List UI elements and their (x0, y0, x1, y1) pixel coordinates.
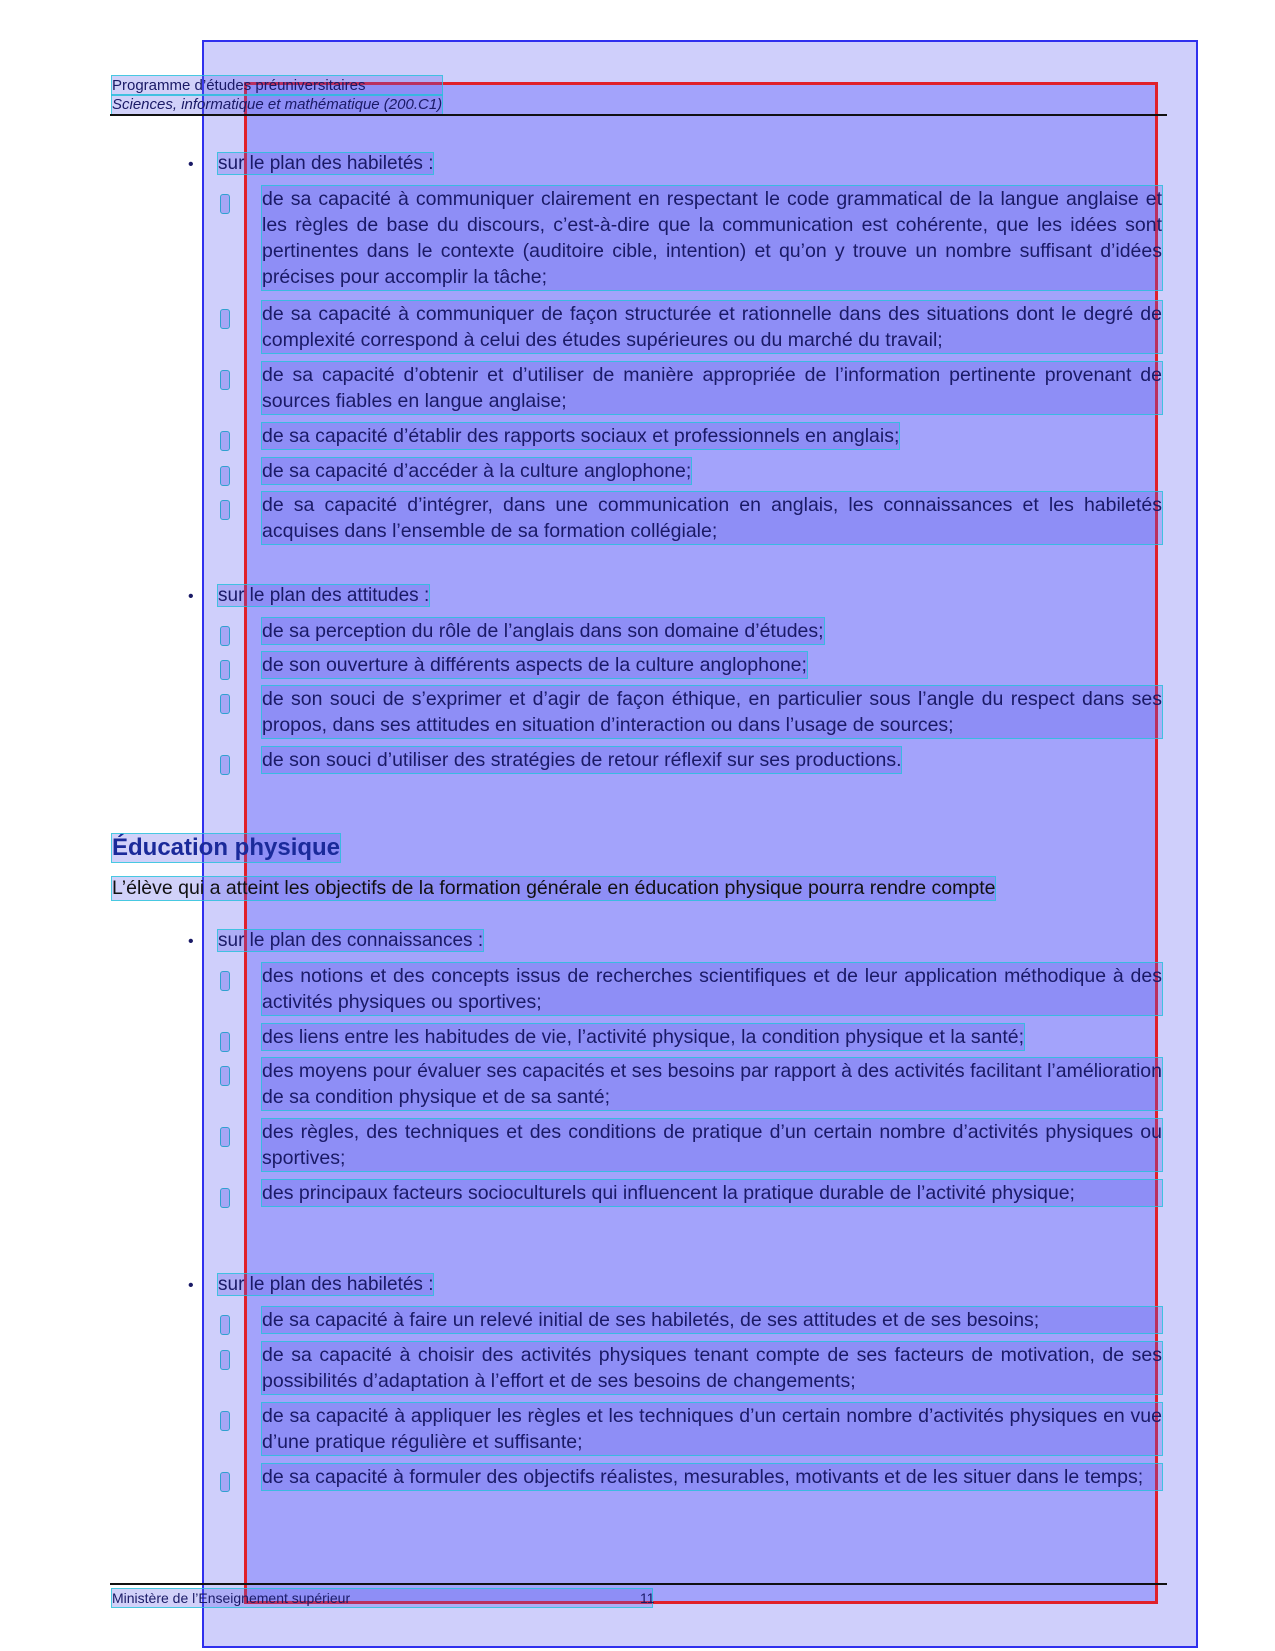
header-line-2: Sciences, informatique et mathématique (200.C1) (112, 96, 443, 113)
list-marker-icon (220, 1411, 230, 1431)
list-marker-icon (220, 431, 230, 451)
header-rule (110, 114, 1167, 116)
list-marker-icon (220, 1315, 230, 1335)
block-heading-habiletes: • sur le plan des habiletés : (188, 153, 434, 174)
list-marker-icon (220, 1472, 230, 1492)
list-marker-icon (220, 971, 230, 991)
section-title: Éducation physique (112, 834, 341, 861)
list-marker-icon (220, 309, 230, 329)
running-footer (112, 1589, 655, 1607)
list-marker-icon (220, 1127, 230, 1147)
list-marker-icon (220, 1032, 230, 1052)
block-heading-habiletes-2: • sur le plan des habiletés : (188, 1274, 434, 1295)
running-header (112, 76, 442, 114)
list-marker-icon (220, 194, 230, 214)
list-marker-icon (220, 694, 230, 714)
page-number: 11 (640, 1590, 655, 1606)
list-marker-icon (220, 1188, 230, 1208)
footer-rule (110, 1583, 1167, 1585)
block-heading-attitudes: • sur le plan des attitudes : (188, 585, 430, 606)
bullet-icon: • (188, 1277, 194, 1294)
list-marker-icon (220, 626, 230, 646)
list-marker-icon (220, 660, 230, 680)
bullet-icon: • (188, 933, 194, 950)
bullet-icon: • (188, 588, 194, 605)
list-marker-icon (220, 755, 230, 775)
block-heading-connaissances: • sur le plan des connaissances : (188, 930, 484, 951)
list-marker-icon (220, 500, 230, 520)
page: Programme d’études préuniversitaires Sciences, informatique et mathématique (200.C1) • sur le plan des habiletés : de sa capacité à communiquer clairement en respectant le code grammatical de la langue anglaise et les règles de base du discours, c’est-à-dire que la communication est cohérente, que les idées sont pertinentes dans le contexte (auditoire cible, intention) et qu’on y trouve un nombre suffisant d’idées précises pour accomplir la tâche; de sa capacité à communiquer de façon structurée et rationnelle dans des situations dont le degré de complexité correspond à celui des études supérieures ou du marché du travail; de sa capacité d’obtenir et d’utiliser de manière appropriée de l’information pertinente provenant de sources fiables en langue anglaise; de sa capacité d’établir des rapports sociaux et professionnels en anglais; de sa capacité d’accéder à la culture anglophone; de sa capacité d’intégrer, dans une communication en anglais, les connaissances et les habiletés acquises dans l’ensemble de sa formation collégiale; • sur le plan des attitudes : de sa perception du rôle de l’anglais dans son domaine d’études; de son ouverture à différents aspects de la culture anglophone; de son souci de s’exprimer et d’agir de façon éthique, en particulier sous l’angle du respect dans ses propos, dans ses attitudes en situation d’interaction ou dans l’usage de sources; de son souci d’utiliser des stratégies de retour réflexif sur ses productions. Éducation physique L’élève qui a atteint les objectifs de la formation générale en éducation physique pourra rendre compte • sur le plan des connaissances : des notions et des concepts issus de recherches scientifiques et de leur application méthodique à des activités physiques ou sportives; des liens entre les habitudes de vie, l’activité physique, la condition physique et la santé; des moyens pour évaluer ses capacités et ses besoins par rapport à des activités facilitant l’amélioration de sa condition physique et de sa santé; des règles, des techniques et des conditions de pratique d’un certain nombre d’activités physiques ou sportives; des principaux facteurs socioculturels qui influencent la pratique durable de l’activité physique; • sur le plan des habiletés : de sa capacité à faire un relevé initial de ses habiletés, de ses attitudes et de ses besoins; de sa capacité à choisir des activités physiques tenant compte de ses facteurs de motivation, de ses possibilités d’adaptation à l’effort et de ses besoins de changements; de sa capacité à appliquer les règles et les techniques d’un certain nombre d’activités physiques en vue d’une pratique régulière et suffisante; de sa capacité à formuler des objectifs réalistes, mesurables, motivants et de les situer dans le temps; Ministère de l’Enseignement supérieur 11 (0, 0, 1275, 1651)
header-line-1: Programme d’études préuniversitaires (112, 76, 442, 95)
list-marker-icon (220, 1066, 230, 1086)
list-marker-icon (220, 466, 230, 486)
footer-text: Ministère de l’Enseignement supérieur (112, 1590, 351, 1606)
bullet-icon: • (188, 156, 194, 173)
list-marker-icon (220, 1350, 230, 1370)
section-intro: L’élève qui a atteint les objectifs de la formation générale en éducation physique pourra rendre compte (112, 877, 996, 899)
list-marker-icon (220, 370, 230, 390)
